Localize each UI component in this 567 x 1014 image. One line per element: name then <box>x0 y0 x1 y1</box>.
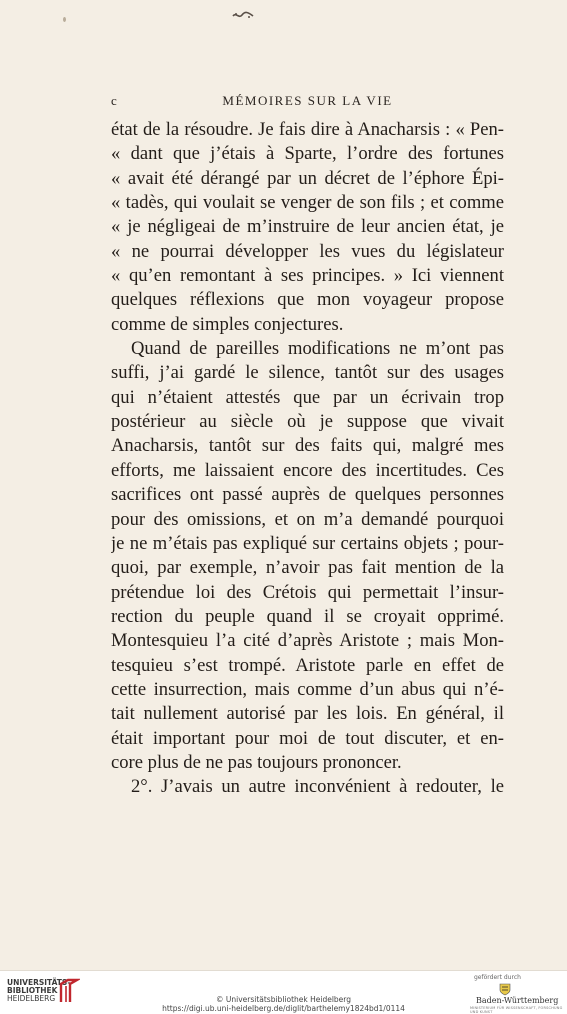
text-line: « tadès, qui voulait se venger de son fils ; et comme <box>111 192 504 214</box>
paper-speck <box>63 17 66 22</box>
text-line: postérieur au siècle où je suppose que vivait <box>111 411 504 433</box>
funder-ministry: MINISTERIUM FÜR WISSENSCHAFT, FORSCHUNG UND KUNST <box>470 1006 563 1014</box>
text-line: Montesquieu l’a cité d’après Aristote ; mais Mon- <box>111 630 504 652</box>
library-name-line: HEIDELBERG <box>7 994 56 1004</box>
text-line: quelques réflexions que mon voyageur propose <box>111 289 504 311</box>
coat-of-arms-icon <box>498 982 512 996</box>
text-line: rection du peuple quand il se croyait opprimé. <box>111 605 504 627</box>
text-line: pour des omissions, et on m’a demandé pourquoi <box>111 508 504 530</box>
library-name-line: UNIVERSITÄTS- <box>7 978 71 987</box>
text-line: quoi, par exemple, n’avoir pas fait mention de la <box>111 557 504 579</box>
text-line: cette insurrection, mais comme d’un abus qui n’é- <box>111 678 504 700</box>
text-line: Anacharsis, tantôt sur des faits qui, malgré mes <box>111 435 504 457</box>
body-text <box>111 118 504 800</box>
page-number: c <box>111 93 119 108</box>
text-line: je ne m’étais pas expliqué sur certains objets ; pour- <box>111 532 504 554</box>
text-line: tait nullement autorisé par les lois. En général, il <box>111 703 504 725</box>
text-line: était important pour moi de tout discuter, et en- <box>111 727 504 749</box>
text-line: tesquieu s’est trompé. Aristote parle en effet de <box>111 654 504 676</box>
text-line: qui n’étaient attestés que par un écrivain trop <box>111 386 504 408</box>
text-line: « dant que j’étais à Sparte, l’ordre des fortunes <box>111 143 504 165</box>
paragraph-start-line: 2°. J’avais un autre inconvénient à redouter, le <box>131 776 504 798</box>
text-line: « je négligeai de m’instruire de leur ancien état, je <box>111 216 504 238</box>
permalink-url[interactable]: https://digi.ub.uni-heidelberg.de/diglit/barthelemy1824bd1/0114 <box>162 1004 405 1013</box>
digitization-footer <box>0 970 567 1014</box>
text-line: comme de simples conjectures. <box>111 313 344 335</box>
funder-name: Baden-Württemberg <box>476 996 559 1005</box>
funded-by-label: gefördert durch <box>474 974 521 981</box>
paragraph-start-line: Quand de pareilles modifications ne m’ont pas <box>131 338 504 360</box>
text-line: efforts, me laissaient encore des incertitudes. Ces <box>111 459 504 481</box>
text-line: état de la résoudre. Je fais dire à Anacharsis : « Pen- <box>111 119 504 140</box>
text-line: sacrifices ont passé auprès de quelques personnes <box>111 484 504 506</box>
text-line: « qu’en remontant à ses principes. » Ici viennent <box>111 265 504 287</box>
text-line: « avait été dérangé par un décret de l’éphore Épi- <box>111 167 504 189</box>
text-line: suffi, j’ai gardé le silence, tantôt sur des usages <box>111 362 504 384</box>
copyright-notice: © Universitätsbibliothek Heidelberg <box>215 995 351 1004</box>
text-line: prétendue loi des Crétois qui permettait l’insur- <box>111 581 504 603</box>
text-line: core plus de ne pas toujours prononcer. <box>111 751 402 773</box>
running-header <box>111 93 504 113</box>
running-title: MÉMOIRES SUR LA VIE <box>222 93 393 108</box>
decorative-ornament-icon <box>232 10 254 20</box>
library-name-line: BIBLIOTHEK <box>7 986 58 996</box>
text-line: « ne pourrai développer les vues du législateur <box>111 240 504 262</box>
